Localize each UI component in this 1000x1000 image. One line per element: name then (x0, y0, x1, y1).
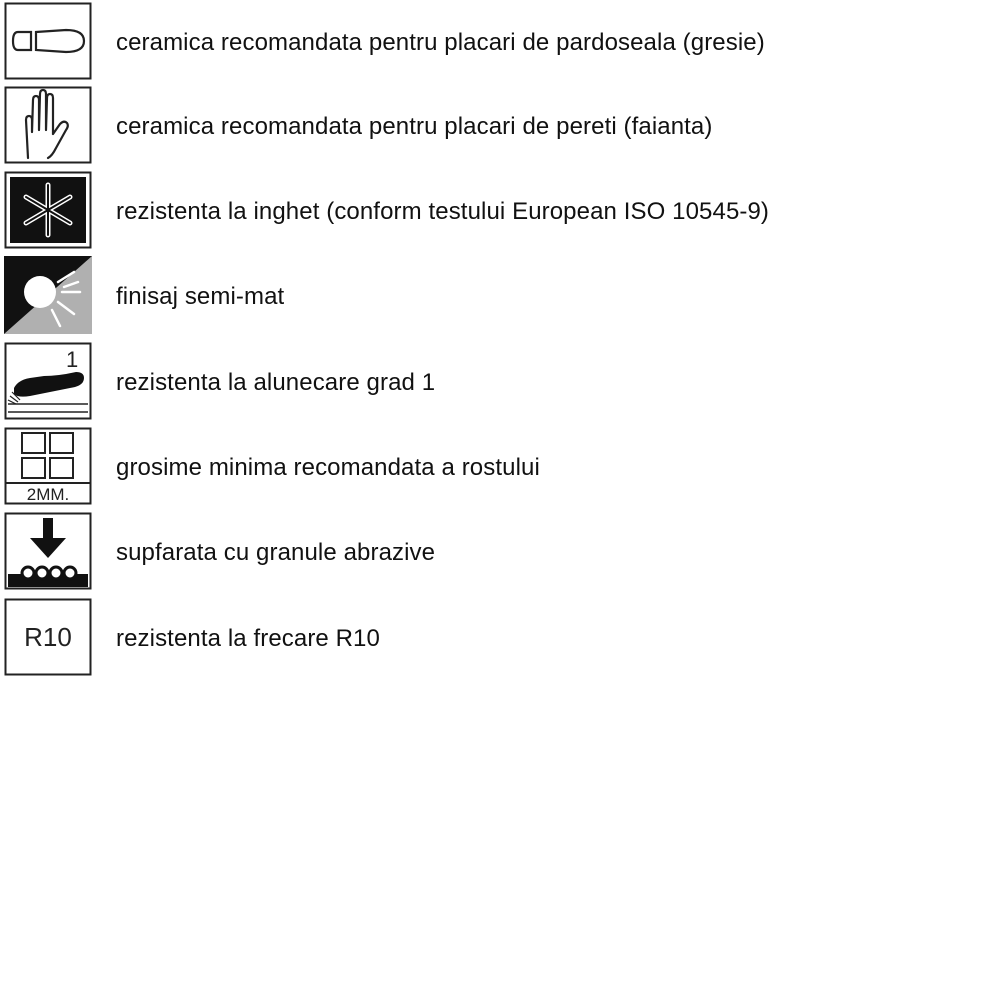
semi-matte-finish-icon (4, 256, 92, 334)
legend-text: ceramica recomandata pentru placari de pardoseala (gresie) (116, 29, 765, 56)
joint-width-label: 2MM. (26, 485, 70, 504)
legend-text: rezistenta la inghet (conform testului European ISO 10545-9) (116, 198, 770, 225)
legend-text: ceramica recomandata pentru placari de pereti (faianta) (116, 113, 713, 140)
hand-icon (4, 86, 92, 164)
legend-item-floor (4, 2, 994, 82)
legend-item-abrasive (4, 512, 994, 592)
legend-item-slip (4, 342, 994, 422)
legend-item-r10 (4, 598, 994, 678)
legend-item-frost (4, 171, 994, 251)
legend-text: finisaj semi-mat (116, 283, 285, 310)
shoe-print-icon (4, 2, 92, 80)
legend-item-finish (4, 256, 994, 336)
legend-text: rezistenta la alunecare grad 1 (116, 369, 436, 396)
slip-grade-label: 1 (66, 347, 79, 372)
snowflake-icon (4, 171, 92, 249)
legend-text: rezistenta la frecare R10 (116, 625, 380, 652)
legend-text: grosime minima recomandata a rostului (116, 454, 540, 481)
slip-resistance-icon (4, 342, 92, 420)
legend-item-joint (4, 427, 994, 507)
joint-thickness-icon (4, 427, 92, 505)
abrasive-granules-icon (4, 512, 92, 590)
r10-label: R10 (24, 622, 72, 652)
r10-icon (4, 598, 92, 676)
legend-item-wall (4, 86, 994, 166)
legend-text: supfarata cu granule abrazive (116, 539, 436, 566)
